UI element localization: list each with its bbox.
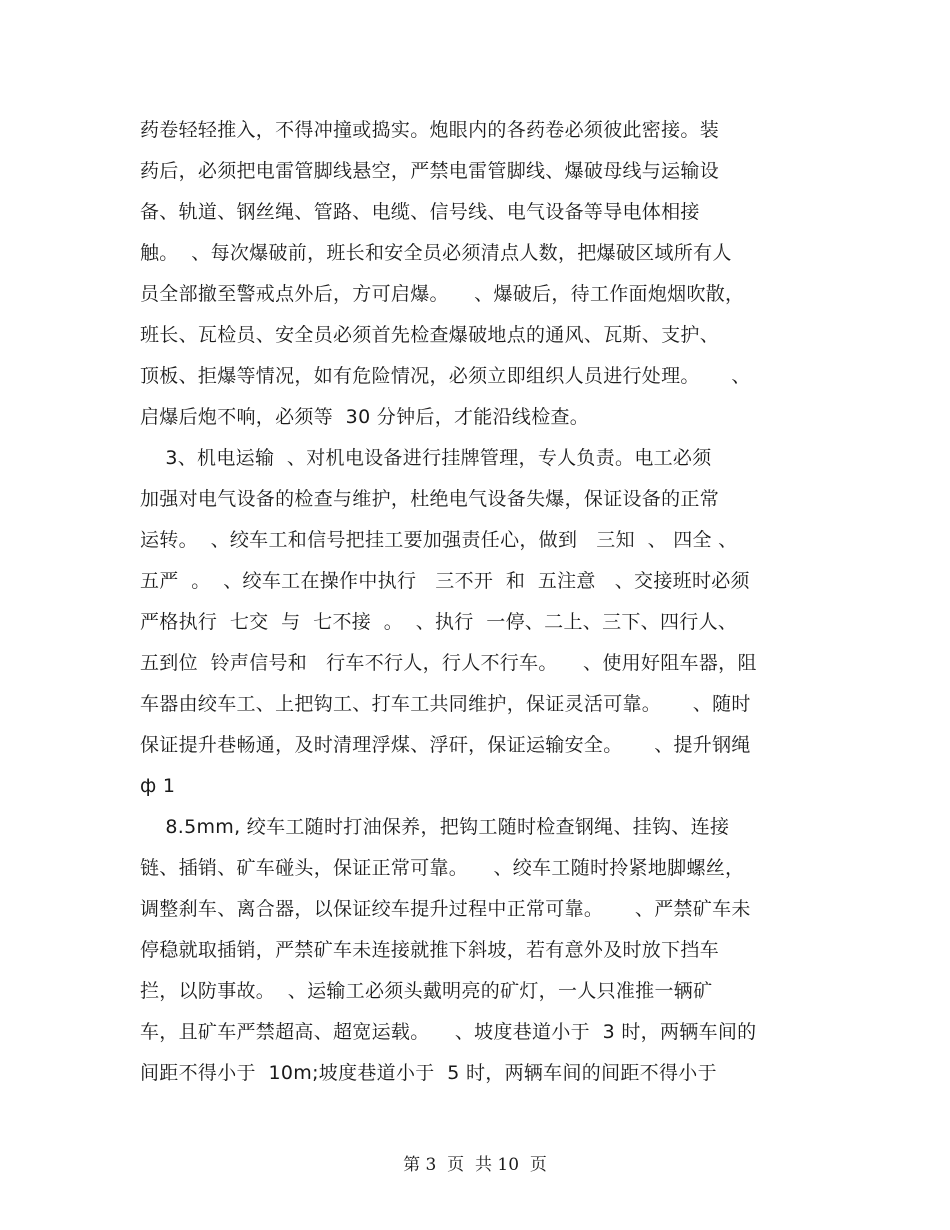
text-line: 五到位 铃声信号和 行车不行人，行人不行车。 、使用好阻车器，阻 xyxy=(140,652,757,674)
text-line: 启爆后炮不响，必须等 30 分钟后，才能沿线检查。 xyxy=(140,406,590,428)
text-line: 加强对电气设备的检查与维护，杜绝电气设备失爆，保证设备的正常 xyxy=(140,488,720,510)
text-line: 药卷轻轻推入，不得冲撞或捣实。炮眼内的各药卷必须彼此密接。装 xyxy=(140,119,720,141)
text-line: 药后，必须把电雷管脚线悬空，严禁电雷管脚线、爆破母线与运输设 xyxy=(140,160,720,182)
text-line: 调整刹车、离合器，以保证绞车提升过程中正常可靠。 、严禁矿车未 xyxy=(140,898,751,920)
text-line: 班长、瓦检员、安全员必须首先检查爆破地点的通风、瓦斯、支护、 xyxy=(140,324,720,346)
text-line: 严格执行 七交 与 七不接 。 、执行 一停、二上、三下、四行人、 xyxy=(140,611,738,633)
text-line: 间距不得小于 10m;坡度巷道小于 5 时，两辆车间的间距不得小于 xyxy=(140,1062,717,1084)
text-line: 运转。 、绞车工和信号把挂工要加强责任心，做到 三知 、 四全 、 xyxy=(140,529,738,551)
text-line: 8.5mm, 绞车工随时打油保养，把钩工随时检查钢绳、挂钩、连接 xyxy=(140,816,730,838)
text-line: 拦，以防事故。 、运输工必须头戴明亮的矿灯，一人只准推一辆矿 xyxy=(140,980,713,1002)
text-line: 停稳就取插销，严禁矿车未连接就推下斜坡，若有意外及时放下挡车 xyxy=(140,939,720,961)
text-line: 车器由绞车工、上把钩工、打车工共同维护，保证灵活可靠。 、随时 xyxy=(140,693,751,715)
text-line: ф 1 xyxy=(140,775,176,797)
text-line: 保证提升巷畅通，及时清理浮煤、浮矸，保证运输安全。 、提升钢绳 xyxy=(140,734,751,756)
body-text xyxy=(140,110,820,1094)
text-line: 链、插销、矿车碰头，保证正常可靠。 、绞车工随时拎紧地脚螺丝， xyxy=(140,857,745,879)
text-line: 五严 。 、绞车工在操作中执行 三不开 和 五注意 、交接班时必须 xyxy=(140,570,750,592)
text-line: 车，且矿车严禁超高、超宽运载。 、坡度巷道小于 3 时，两辆车间的 xyxy=(140,1021,757,1043)
text-line: 备、轨道、钢丝绳、管路、电缆、信号线、电气设备等导电体相接 xyxy=(140,201,700,223)
text-line: 顶板、拒爆等情况，如有危险情况，必须立即组织人员进行处理。 、 xyxy=(140,365,751,387)
text-line: 员全部撤至警戒点外后，方可启爆。 、爆破后，待工作面炮烟吹散， xyxy=(140,283,745,305)
text-line: 触。 、每次爆破前，班长和安全员必须清点人数，把爆破区域所有人 xyxy=(140,242,732,264)
page-footer: 第 3 页 共 10 页 xyxy=(403,1155,547,1175)
text-line: 3、机电运输 、对机电设备进行挂牌管理，专人负责。电工必须 xyxy=(140,447,712,469)
